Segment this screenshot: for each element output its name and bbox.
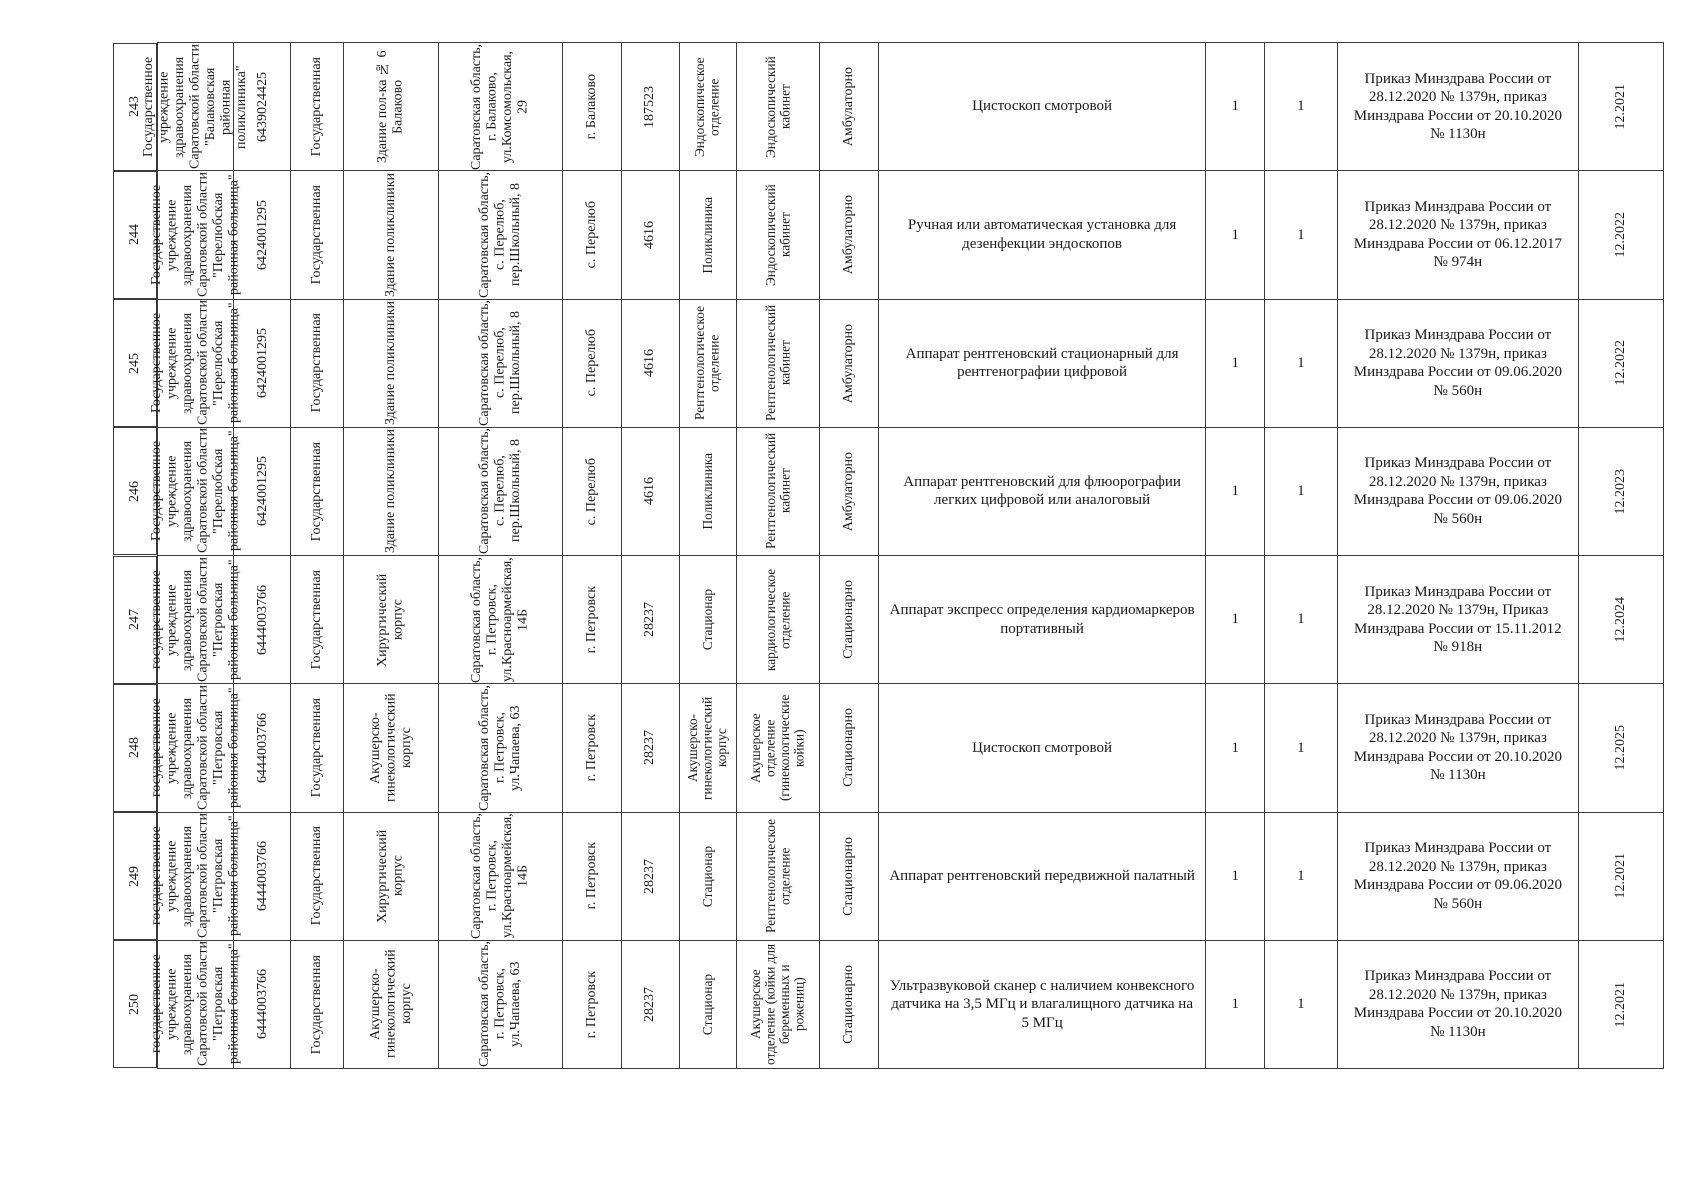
qty-required-cell bbox=[1206, 43, 1265, 171]
conditions-cell bbox=[820, 684, 879, 812]
inn-cell bbox=[234, 940, 291, 1068]
conditions-cell bbox=[820, 43, 879, 171]
organization-name: Государственное учреждение здравоохранения Саратовской области "Перелюбская районная больница" bbox=[149, 428, 242, 554]
quantity-required: 1 bbox=[1231, 611, 1240, 628]
delivery-date: 12.2022 bbox=[1613, 340, 1629, 386]
population: 28237 bbox=[642, 602, 658, 638]
qty-planned-cell bbox=[1265, 171, 1337, 299]
ownership-form: Государственная bbox=[309, 954, 325, 1055]
ownership-form: Государственная bbox=[309, 185, 325, 285]
inn: 6444003766 bbox=[254, 841, 270, 912]
table-row bbox=[113, 684, 1664, 812]
building-address: Саратовская область, г. Петровск, ул.Чапаева, 63 bbox=[477, 684, 524, 811]
ownership-cell bbox=[291, 812, 344, 940]
date-cell bbox=[1579, 812, 1664, 940]
quantity-planned: 1 bbox=[1297, 226, 1305, 243]
inn-cell bbox=[234, 556, 291, 684]
date-cell bbox=[1579, 427, 1664, 555]
building-address: Саратовская область, г. Балаково, ул.Комсомольская, 29 bbox=[469, 43, 531, 170]
locality: г. Петровск bbox=[584, 970, 599, 1039]
inn-cell bbox=[234, 684, 291, 812]
population: 28237 bbox=[642, 858, 658, 894]
delivery-date: 12.2022 bbox=[1613, 212, 1629, 258]
population-cell bbox=[621, 299, 679, 427]
structural-unit: Акушерское отделение (гинекологические койки) bbox=[748, 694, 807, 802]
population: 4616 bbox=[642, 477, 658, 506]
equipment-cell bbox=[878, 171, 1205, 299]
locality-cell bbox=[562, 43, 621, 171]
qty-required-cell bbox=[1206, 940, 1265, 1068]
building-name: Акушерско-гинекологический корпус bbox=[367, 693, 414, 803]
qty-planned-cell bbox=[1265, 299, 1337, 427]
care-conditions: Стационарно bbox=[841, 836, 857, 916]
unit-cell bbox=[737, 812, 820, 940]
basis-cell bbox=[1337, 427, 1579, 555]
building-cell bbox=[343, 556, 438, 684]
care-conditions: Амбулаторно bbox=[841, 451, 857, 531]
inn-cell bbox=[234, 171, 291, 299]
subdivision-cell bbox=[679, 43, 737, 171]
ownership-cell bbox=[291, 940, 344, 1068]
structural-unit: Рентгенологический кабинет bbox=[762, 305, 793, 422]
subdivision: Акушерско-гинекологический корпус bbox=[685, 696, 730, 800]
regulatory-basis: Приказ Минздрава России от 28.12.2020 № 1379н, приказ Минздрава России от 20.10.2020 № 1130н bbox=[1353, 968, 1562, 1040]
qty-required-cell bbox=[1206, 299, 1265, 427]
building-address: Саратовская область, с. Перелюб, пер.Школьный, 8 bbox=[477, 171, 524, 298]
regulatory-basis: Приказ Минздрава России от 28.12.2020 № 1379н, приказ Минздрава России от 09.06.2020 № 560н bbox=[1353, 840, 1562, 912]
equipment-name: Цистоскоп смотровой bbox=[972, 739, 1113, 756]
regulatory-basis: Приказ Минздрава России от 28.12.2020 № 1379н, Приказ Минздрава России от 15.11.2012 № 918н bbox=[1354, 583, 1562, 656]
quantity-required: 1 bbox=[1231, 996, 1240, 1013]
regulatory-basis: Приказ Минздрава России от 28.12.2020 № 1379н, приказ Минздрава России от 09.06.2020 № 560н bbox=[1353, 327, 1562, 399]
care-conditions: Стационарно bbox=[841, 580, 857, 660]
regulatory-basis: Приказ Минздрава России от 28.12.2020 № 1379н, приказ Минздрава России от 09.06.2020 № 560н bbox=[1353, 455, 1562, 527]
regulatory-basis: Приказ Минздрава России от 28.12.2020 № 1379н, приказ Минздрава России от 20.10.2020 № 1130н bbox=[1353, 711, 1562, 784]
unit-cell bbox=[737, 556, 820, 684]
building-name: Акушерско-гинекологический корпус bbox=[367, 950, 414, 1059]
ownership-form: Государственная bbox=[309, 569, 325, 670]
delivery-date: 12.2021 bbox=[1613, 853, 1629, 899]
structural-unit: Акушерское отделение (койки для беременных и рожениц) bbox=[748, 943, 807, 1065]
organization-name: государственное учреждение здравоохранения Саратовской области "Петровская районная больница" bbox=[149, 813, 242, 939]
date-cell bbox=[1579, 299, 1664, 427]
building-name: Хирургический корпус bbox=[375, 573, 406, 667]
row-number: 247 bbox=[127, 609, 143, 630]
table-row bbox=[113, 171, 1664, 299]
ownership-cell bbox=[291, 556, 344, 684]
table-body bbox=[113, 43, 1664, 1069]
date-cell bbox=[1579, 171, 1664, 299]
structural-unit: Рентгенологическое отделение bbox=[762, 819, 793, 934]
inn: 6424001295 bbox=[254, 199, 270, 270]
quantity-planned: 1 bbox=[1297, 739, 1305, 756]
regulatory-basis: Приказ Минздрава России от 28.12.2020 № 1379н, приказ Минздрава России от 20.10.2020 № 1130н bbox=[1353, 70, 1562, 143]
conditions-cell bbox=[820, 556, 879, 684]
subdivision: Эндоскопическое отделение bbox=[692, 56, 722, 157]
delivery-date: 12.2024 bbox=[1613, 596, 1629, 643]
building-address: Саратовская область, с. Перелюб, пер.Школьный, 8 bbox=[477, 428, 524, 555]
structural-unit: Эндоскопический кабинет bbox=[762, 55, 793, 158]
ownership-cell bbox=[291, 427, 344, 555]
row-number: 246 bbox=[127, 480, 143, 502]
qty-planned-cell bbox=[1265, 556, 1337, 684]
row-number: 245 bbox=[127, 352, 143, 374]
unit-cell bbox=[737, 299, 820, 427]
date-cell bbox=[1579, 43, 1664, 171]
table-row bbox=[113, 940, 1664, 1068]
qty-planned-cell bbox=[1265, 684, 1337, 812]
address-cell bbox=[438, 427, 562, 555]
basis-cell bbox=[1337, 43, 1579, 171]
quantity-required: 1 bbox=[1231, 98, 1240, 115]
building-name: Здание поликлиники bbox=[383, 301, 399, 426]
organization-cell bbox=[149, 171, 242, 299]
population: 28237 bbox=[642, 986, 658, 1022]
equipment-cell bbox=[878, 684, 1205, 812]
date-cell bbox=[1579, 684, 1664, 812]
building-cell bbox=[343, 299, 438, 427]
address-cell bbox=[438, 43, 562, 171]
qty-planned-cell bbox=[1265, 427, 1337, 555]
address-cell bbox=[438, 812, 562, 940]
quantity-planned: 1 bbox=[1297, 867, 1305, 884]
building-address: Саратовская область, с. Перелюб, пер.Школьный, 8 bbox=[477, 300, 524, 427]
unit-cell bbox=[737, 427, 820, 555]
basis-cell bbox=[1337, 171, 1579, 299]
equipment-name: Аппарат экспресс определения кардиомаркеров портативный bbox=[889, 602, 1195, 637]
population-cell bbox=[621, 556, 679, 684]
table-row bbox=[113, 299, 1664, 427]
date-cell bbox=[1579, 556, 1664, 684]
subdivision-cell bbox=[679, 427, 737, 555]
row-number: 250 bbox=[127, 993, 143, 1015]
locality: г. Петровск bbox=[584, 842, 599, 910]
basis-cell bbox=[1337, 299, 1579, 427]
ownership-form: Государственная bbox=[309, 313, 325, 413]
organization-cell bbox=[149, 684, 242, 812]
equipment-table bbox=[113, 42, 1664, 1069]
inn: 6424001295 bbox=[254, 456, 270, 527]
population-cell bbox=[621, 427, 679, 555]
locality-cell bbox=[562, 299, 621, 427]
inn-cell bbox=[234, 427, 291, 555]
inn-cell bbox=[234, 299, 291, 427]
population: 4616 bbox=[642, 349, 658, 378]
building-cell bbox=[343, 171, 438, 299]
equipment-cell bbox=[878, 43, 1205, 171]
qty-required-cell bbox=[1206, 684, 1265, 812]
subdivision-cell bbox=[679, 940, 737, 1068]
locality-cell bbox=[562, 556, 621, 684]
locality: с. Перелюб bbox=[584, 201, 599, 269]
building-address: Саратовская область, г. Петровск, ул.Красноармейская, 14Б bbox=[469, 813, 531, 940]
row-number: 244 bbox=[127, 224, 143, 246]
care-conditions: Амбулаторно bbox=[841, 195, 857, 275]
ownership-form: Государственная bbox=[309, 826, 325, 926]
unit-cell bbox=[737, 171, 820, 299]
unit-cell bbox=[737, 43, 820, 171]
subdivision-cell bbox=[679, 684, 737, 812]
locality-cell bbox=[562, 427, 621, 555]
conditions-cell bbox=[820, 940, 879, 1068]
inn: 6444003766 bbox=[254, 584, 270, 655]
qty-required-cell bbox=[1206, 171, 1265, 299]
organization-name: государственное учреждение здравоохранения Саратовской области "Петровская районная больница" bbox=[149, 557, 242, 683]
ownership-form: Государственная bbox=[309, 698, 325, 798]
conditions-cell bbox=[820, 171, 879, 299]
building-name: Хирургический корпус bbox=[375, 829, 406, 923]
quantity-required: 1 bbox=[1231, 354, 1240, 371]
locality: г. Балаково bbox=[584, 73, 599, 140]
equipment-cell bbox=[878, 812, 1205, 940]
quantity-planned: 1 bbox=[1297, 354, 1305, 371]
unit-cell bbox=[737, 684, 820, 812]
unit-cell bbox=[737, 940, 820, 1068]
ownership-cell bbox=[291, 684, 344, 812]
table-row bbox=[113, 556, 1664, 684]
building-address: Саратовская область, г. Петровск, ул.Чапаева, 63 bbox=[477, 941, 524, 1068]
quantity-planned: 1 bbox=[1297, 611, 1305, 628]
population-cell bbox=[621, 684, 679, 812]
equipment-cell bbox=[878, 299, 1205, 427]
organization-cell bbox=[149, 427, 242, 555]
inn-cell bbox=[234, 812, 291, 940]
delivery-date: 12.2021 bbox=[1613, 981, 1629, 1028]
quantity-required: 1 bbox=[1231, 739, 1240, 756]
subdivision: Рентгенологическое отделение bbox=[692, 306, 722, 421]
organization-name: Государственное учреждение здравоохранения Саратовской области "Перелюбская районная больница" bbox=[149, 172, 242, 298]
quantity-required: 1 bbox=[1231, 867, 1240, 884]
address-cell bbox=[438, 940, 562, 1068]
subdivision-cell bbox=[679, 171, 737, 299]
building-name: Здание поликлиники bbox=[383, 429, 399, 554]
building-address: Саратовская область, г. Петровск, ул.Красноармейская, 14Б bbox=[469, 556, 531, 683]
equipment-cell bbox=[878, 556, 1205, 684]
building-cell bbox=[343, 684, 438, 812]
inn: 6444003766 bbox=[254, 969, 270, 1040]
qty-required-cell bbox=[1206, 812, 1265, 940]
subdivision: Стационар bbox=[699, 973, 715, 1035]
equipment-cell bbox=[878, 940, 1205, 1068]
delivery-date: 12.2021 bbox=[1613, 83, 1629, 130]
row-number: 248 bbox=[127, 737, 143, 759]
population-cell bbox=[621, 812, 679, 940]
basis-cell bbox=[1337, 940, 1579, 1068]
locality: г. Петровск bbox=[584, 714, 599, 782]
building-cell bbox=[343, 812, 438, 940]
ownership-cell bbox=[291, 299, 344, 427]
organization-cell bbox=[149, 940, 242, 1068]
building-name: Здание поликлиники bbox=[383, 172, 399, 297]
ownership-form: Государственная bbox=[309, 56, 325, 157]
population-cell bbox=[621, 940, 679, 1068]
address-cell bbox=[438, 556, 562, 684]
table-row bbox=[113, 812, 1664, 940]
quantity-planned: 1 bbox=[1297, 483, 1305, 500]
population: 187523 bbox=[642, 85, 658, 128]
equipment-name: Аппарат рентгеновский стационарный для рентгенографии цифровой bbox=[905, 345, 1179, 381]
organization-name: государственное учреждение здравоохранения Саратовской области "Петровская районная больница" bbox=[149, 941, 242, 1067]
care-conditions: Амбулаторно bbox=[841, 67, 857, 147]
locality-cell bbox=[562, 940, 621, 1068]
equipment-name: Цистоскоп смотровой bbox=[972, 98, 1113, 115]
subdivision: Стационар bbox=[699, 845, 715, 907]
building-name: Здание пол-ка № 6 Балаково bbox=[375, 50, 406, 163]
locality-cell bbox=[562, 171, 621, 299]
subdivision: Поликлиника bbox=[699, 196, 715, 274]
inn: 6424001295 bbox=[254, 328, 270, 399]
organization-cell bbox=[149, 299, 242, 427]
equipment-name: Ультразвуковой сканер с наличием конвексного датчика на 3,5 МГц и влагалищного датчика на 5 МГц bbox=[889, 977, 1195, 1031]
qty-required-cell bbox=[1206, 427, 1265, 555]
table-row bbox=[113, 43, 1664, 171]
ownership-form: Государственная bbox=[309, 441, 325, 542]
qty-planned-cell bbox=[1265, 940, 1337, 1068]
equipment-name: Аппарат рентгеновский передвижной палатный bbox=[889, 867, 1195, 884]
structural-unit: Рентгенологический кабинет bbox=[762, 433, 793, 550]
basis-cell bbox=[1337, 556, 1579, 684]
care-conditions: Амбулаторно bbox=[841, 323, 857, 403]
address-cell bbox=[438, 171, 562, 299]
population: 28237 bbox=[642, 730, 658, 766]
organization-cell bbox=[141, 43, 250, 171]
organization-name: государственное учреждение здравоохранения Саратовской области "Петровская районная больница" bbox=[149, 685, 242, 811]
care-conditions: Стационарно bbox=[841, 708, 857, 788]
inn: 6439024425 bbox=[254, 71, 270, 142]
equipment-name: Ручная или автоматическая установка для дезенфекции эндоскопов bbox=[907, 217, 1177, 252]
basis-cell bbox=[1337, 812, 1579, 940]
equipment-cell bbox=[878, 427, 1205, 555]
qty-planned-cell bbox=[1265, 812, 1337, 940]
subdivision-cell bbox=[679, 812, 737, 940]
conditions-cell bbox=[820, 427, 879, 555]
population-cell bbox=[621, 171, 679, 299]
subdivision-cell bbox=[679, 556, 737, 684]
delivery-date: 12.2023 bbox=[1613, 468, 1629, 515]
building-cell bbox=[343, 43, 438, 171]
locality: г. Петровск bbox=[584, 585, 599, 654]
organization-name: Государственное учреждение здравоохранения Саратовской области "Перелюбская районная больница" bbox=[149, 300, 242, 426]
row-number: 249 bbox=[127, 865, 143, 887]
qty-required-cell bbox=[1206, 556, 1265, 684]
table-row bbox=[113, 427, 1664, 555]
row-number: 243 bbox=[127, 96, 143, 117]
qty-planned-cell bbox=[1265, 43, 1337, 171]
quantity-required: 1 bbox=[1231, 483, 1240, 500]
building-cell bbox=[343, 940, 438, 1068]
locality-cell bbox=[562, 684, 621, 812]
quantity-planned: 1 bbox=[1297, 996, 1305, 1013]
locality: с. Перелюб bbox=[584, 329, 599, 397]
ownership-cell bbox=[291, 43, 344, 171]
subdivision-cell bbox=[679, 299, 737, 427]
locality: с. Перелюб bbox=[584, 457, 599, 526]
address-cell bbox=[438, 684, 562, 812]
population-cell bbox=[621, 43, 679, 171]
quantity-planned: 1 bbox=[1297, 98, 1305, 115]
quantity-required: 1 bbox=[1231, 226, 1240, 243]
care-conditions: Стационарно bbox=[841, 964, 857, 1044]
subdivision: Стационар bbox=[699, 589, 715, 651]
regulatory-basis: Приказ Минздрава России от 28.12.2020 № 1379н, приказ Минздрава России от 06.12.2017 № 974н bbox=[1353, 198, 1562, 271]
organization-cell bbox=[149, 812, 242, 940]
basis-cell bbox=[1337, 684, 1579, 812]
subdivision: Поликлиника bbox=[699, 453, 715, 530]
ownership-cell bbox=[291, 171, 344, 299]
organization-name: Государственное учреждение здравоохранения Саратовской области "Балаковская районная поликлиника" bbox=[141, 44, 250, 170]
address-cell bbox=[438, 299, 562, 427]
delivery-date: 12.2025 bbox=[1613, 725, 1629, 771]
population: 4616 bbox=[642, 220, 658, 249]
conditions-cell bbox=[820, 299, 879, 427]
structural-unit: Эндоскопический кабинет bbox=[762, 184, 793, 286]
building-cell bbox=[343, 427, 438, 555]
equipment-name: Аппарат рентгеновский для флюорографии легких цифровой или аналоговый bbox=[903, 473, 1181, 509]
organization-cell bbox=[149, 556, 242, 684]
structural-unit: кардиологическое отделение bbox=[762, 568, 793, 671]
inn: 6444003766 bbox=[254, 712, 270, 783]
locality-cell bbox=[562, 812, 621, 940]
conditions-cell bbox=[820, 812, 879, 940]
date-cell bbox=[1579, 940, 1664, 1068]
